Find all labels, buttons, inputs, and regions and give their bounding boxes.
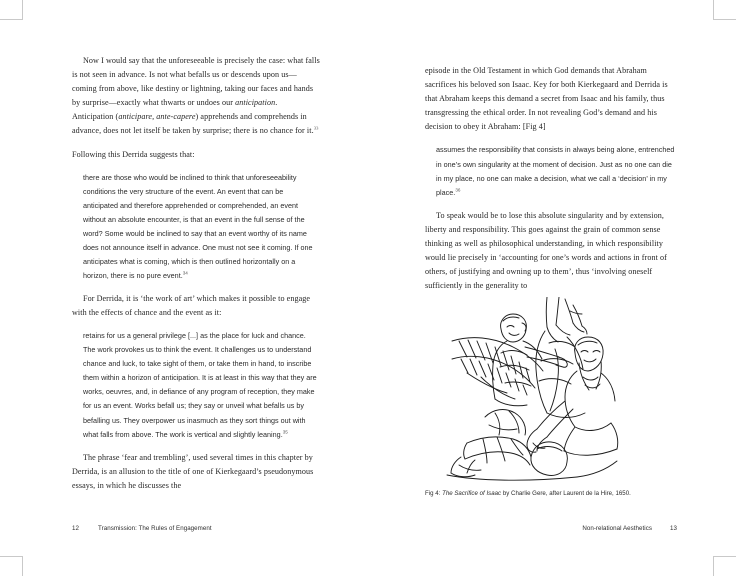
crop-mark-top-left-horizontal (0, 19, 22, 20)
body-paragraph: The phrase ‘fear and trembling’, used several times in this chapter by Derrida, is an allusion to the title of one of Kierkegaard’s pseudonymous essays, in which he discusses the (72, 452, 314, 490)
figure-4 (425, 297, 677, 498)
left-page-text-column (72, 54, 320, 502)
right-page-running-foot (425, 525, 677, 532)
right-page (368, 0, 714, 576)
body-paragraph: For Derrida, it is ‘the work of art’ which makes it possible to engage with the effects of chance and the event as it: (72, 294, 311, 318)
crop-mark-bottom-right-horizontal (714, 556, 736, 557)
left-page-running-title: Transmission: The Rules of Engagement (98, 525, 212, 532)
sacrifice-of-isaac-illustration (437, 297, 623, 481)
block-quote: there are those who would be inclined to think that unforeseeability conditions the very structure of the event. An event that can be anticipated and therefore apprehended or comprehended, an event without an absolute encounter, is that an event in the full sense of the word? Some would be inclined to say that an event worthy of its name does not announce itself in advance. One must not see it coming. If one anticipates what is coming, which is then outlined horizontally on a horizon, there is no pure event.$^{34}$ (83, 172, 313, 280)
right-page-text-column (425, 64, 677, 302)
body-paragraph: episode in the Old Testament in which God demands that Abraham sacrifices his beloved son Isaac. Key for both Kierkegaard and Derrida is that Abraham keeps this demand a secret from Isaac and his family, thus transgressing the ethical order. In not revealing God’s demand and his decision to obey it Abraham: [Fig 4] (425, 66, 668, 132)
right-page-folio: 13 (670, 525, 677, 532)
block-quote: assumes the responsibility that consists in always being alone, entrenched in one’s own singularity at the moment of decision. Just as no one can die in my place, no one can make a decision, what we call a ‘decision’ in my place.$^{36}$ (436, 145, 675, 197)
left-page-folio: 12 (72, 525, 79, 532)
figure-4-caption: Fig 4: The Sacrifice of Isaac by Charlie Gere, after Laurent de la Hire, 1650. (425, 490, 631, 497)
crop-mark-bottom-left-horizontal (0, 556, 22, 557)
body-paragraph: Following this Derrida suggests that: (72, 149, 195, 159)
block-quote: retains for us a general privilege [...] as the place for luck and chance. The work provokes us to think the event. It challenges us to understand chance and luck, to take sight of them, or take them in hand, to inscribe them within a horizon of anticipation. It is at least in this way that they are works, oeuvres, and, in defiance of any program of reception, they make for us an event. Works befall us; they say or unveil what befalls us by befalling us. They overpower us inasmuch as they sort things out with what falls from above. The work is vertical and slightly leaning.$^{35}$ (83, 331, 317, 439)
right-page-running-title: Non-relational Aesthetics (582, 525, 653, 532)
body-paragraph: Now I would say that the unforeseeable is precisely the case: what falls is not seen in advance. Is not what befalls us or descends upon us—coming from above, like destiny or lightning, taking our faces and hands by surprise—exactly what thwarts or undoes our anticipation. Anticipation (anticipare, ante-capere) apprehends and comprehends in advance, does not let itself be taken by surprise; there is no chance for it.$^{33}$ (72, 56, 320, 136)
body-paragraph: To speak would be to lose this absolute singularity and by extension, liberty and responsibility. This goes against the grain of common sense thinking as well as philosophical understanding, in which responsibility would lie precisely in ‘accounting for one’s words and actions in front of others, of justifying and owning up to them’, thus ‘involving oneself sufficiently in the generality to (425, 210, 667, 291)
crop-mark-top-right-horizontal (714, 19, 736, 20)
left-page (22, 0, 368, 576)
left-page-running-foot (72, 525, 212, 532)
